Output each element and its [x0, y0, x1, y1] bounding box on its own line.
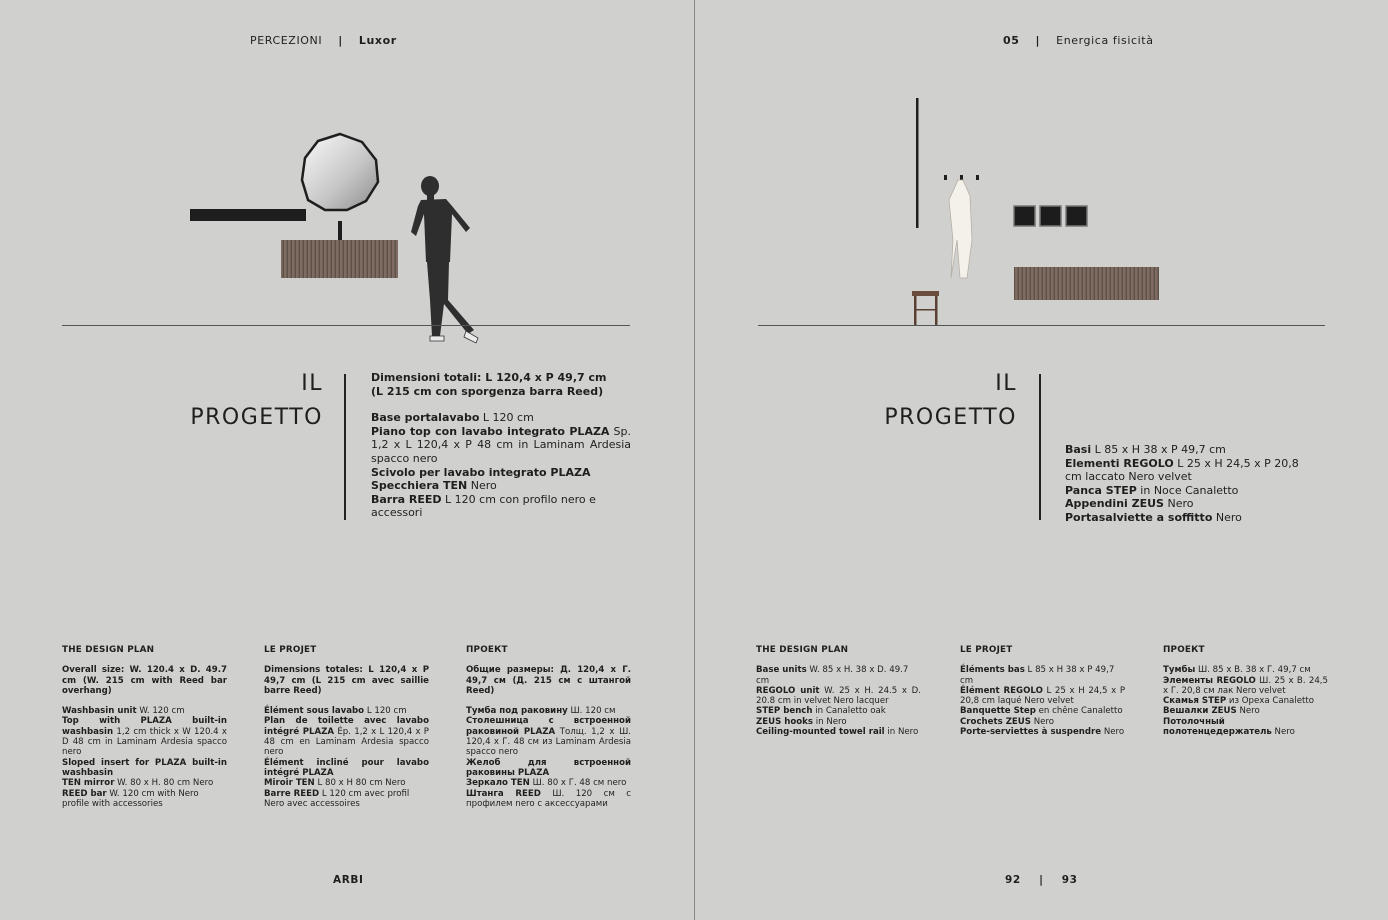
overall-note: (L 215 cm con sporgenza barra Reed): [371, 384, 604, 398]
page-numbers: [1005, 874, 1078, 886]
brand-footer: ARBI: [333, 874, 364, 886]
column-item: STEP bench in Canaletto oak: [756, 706, 886, 717]
column-heading: ПРОЕКТ: [1163, 645, 1205, 655]
left-col-ru: [466, 645, 631, 809]
regolo-unit: [1066, 206, 1087, 226]
column-item: ZEUS hooks in Nero: [756, 716, 847, 727]
title-line-2: PROGETTO: [884, 405, 1017, 430]
chapter-number: 05: [1003, 34, 1020, 47]
person-figure: [411, 176, 478, 343]
column-item: Éléments bas L 85 x H 38 x P 49,7 cm: [960, 665, 1115, 686]
spec-item: Elementi REGOLO L 25 x H 24,5 x P 20,8 cm laccato Nero velvet: [1065, 456, 1299, 484]
spec-item: Basi L 85 x H 38 x P 49,7 cm: [1065, 443, 1226, 456]
column-heading: ПРОЕКТ: [466, 645, 508, 655]
column-item: Barre REED L 120 cm avec profil Nero avec accessoires: [264, 788, 410, 809]
footer-separator: |: [1039, 874, 1044, 886]
left-col-fr: [264, 645, 429, 809]
column-item: Porte-serviettes à suspendre Nero: [960, 727, 1125, 738]
column-item: Sloped insert for PLAZA built-in washbasin: [62, 757, 227, 778]
column-item: Столешница с встроенной раковиной PLAZA Толщ. 1,2 x Ш. 120,4 x Г. 48 см из Laminam Ardesia spacco nero: [466, 716, 631, 758]
spec-item: Scivolo per lavabo integrato PLAZA: [371, 465, 591, 479]
left-title-divider: [344, 374, 346, 520]
column-item: Élément REGOLO L 25 x H 24,5 x P 20,8 cm laqué Nero velvet: [960, 685, 1126, 707]
spec-item: Specchiera TEN Nero: [371, 479, 497, 493]
spec-item: Piano top con lavabo integrato PLAZA Sp. 1,2 x L 120,4 x P 48 cm in Laminam Ardesia spacco nero: [371, 424, 631, 465]
column-heading: THE DESIGN PLAN: [62, 645, 155, 655]
regolo-unit: [1040, 206, 1061, 226]
towel-rail: [916, 98, 919, 228]
column-item: REED bar W. 120 cm with Nero profile with accessories: [62, 788, 199, 809]
column-heading: THE DESIGN PLAN: [756, 645, 849, 655]
chapter-name: Energica fisicità: [1056, 34, 1154, 47]
left-page-title: [150, 367, 323, 435]
bathrobe: [949, 180, 972, 278]
column-item: Скамья STEP из Ореха Canaletto: [1163, 696, 1314, 707]
page-number-left: 92: [1005, 874, 1021, 886]
section-name: PERCEZIONI: [250, 34, 323, 47]
column-item: Top with PLAZA built-in washbasin 1,2 cm thick x W 120.4 x D 48 cm in Laminam Ardesia spacco nero: [62, 716, 227, 758]
column-item: Штанга REED Ш. 120 см с профилем nero с аксессуарами: [466, 788, 632, 809]
column-overall: Dimensions totales: L 120,4 x P 49,7 cm (L 215 cm avec saillie barre Reed): [264, 665, 429, 696]
zeus-hook: [960, 175, 963, 180]
left-col-en: [62, 645, 227, 809]
spec-item: Portasalviette a soffitto Nero: [1065, 510, 1242, 524]
column-item: REGOLO unit W. 25 x H. 24.5 x D. 20.8 cm in velvet Nero lacquer: [756, 685, 921, 707]
column-item: Ceiling-mounted towel rail in Nero: [756, 727, 919, 738]
zeus-hook: [944, 175, 947, 180]
spec-item: Panca STEP in Noce Canaletto: [1065, 483, 1239, 497]
spec-item: Appendini ZEUS Nero: [1065, 497, 1194, 511]
column-item: Banquette Step en chêne Canaletto: [960, 706, 1123, 717]
column-item: Зеркало TEN Ш. 80 x Г. 48 см nero: [466, 778, 627, 789]
column-item: Crochets ZEUS Nero: [960, 716, 1055, 727]
spec-item: Base portalavabo L 120 cm: [371, 411, 534, 425]
column-item: Желоб для встроенной раковины PLAZA: [466, 757, 631, 778]
header-separator: |: [338, 34, 343, 47]
right-col-ru: [1163, 645, 1328, 737]
column-item: Base units W. 85 x H. 38 x D. 49.7 cm: [756, 665, 909, 686]
column-item: Потолочный полотенцедержатель Nero: [1163, 716, 1295, 738]
overall-size: Dimensioni totali: L 120,4 x P 49,7 cm: [371, 371, 607, 384]
spec-item: Barra REED L 120 cm con profilo nero e accessori: [371, 492, 596, 520]
left-specs: [371, 371, 631, 520]
product-name: Luxor: [358, 34, 397, 47]
step-bench: [912, 291, 939, 325]
right-col-fr: [960, 645, 1125, 737]
right-specs: [1065, 443, 1305, 525]
column-item: Miroir TEN L 80 x H 80 cm Nero: [264, 778, 406, 789]
ten-mirror: [302, 134, 378, 210]
right-page-title: [845, 367, 1017, 435]
right-col-en: [756, 645, 921, 737]
column-item: Тумбы Ш. 85 x В. 38 x Г. 49,7 см: [1163, 665, 1311, 676]
column-item: Plan de toilette avec lavabo intégré PLAZA Ép. 1,2 x L 120,4 x P 48 cm en Laminam Ardesia spacco nero: [264, 716, 429, 758]
zeus-hook: [976, 175, 979, 180]
column-item: TEN mirror W. 80 x H. 80 cm Nero: [62, 778, 214, 789]
washbasin-unit: [281, 240, 398, 278]
base-units: [1014, 267, 1159, 300]
right-page: [695, 0, 1388, 920]
header-separator: |: [1035, 34, 1041, 47]
right-floor-line: [758, 325, 1325, 326]
column-overall: Overall size: W. 120.4 x D. 49.7 cm (W. 215 cm with Reed bar overhang): [62, 665, 227, 696]
column-heading: LE PROJET: [960, 645, 1013, 655]
reed-bar: [190, 209, 306, 221]
column-overall: Общие размеры: Д. 120,4 x Г. 49,7 см (Д. 215 см с штангой Reed): [466, 665, 631, 696]
title-line-1: IL: [995, 371, 1017, 396]
column-item: Élément incliné pour lavabo intégré PLAZA: [264, 757, 429, 778]
column-item: Элементы REGOLO Ш. 25 x В. 24,5 x Г. 20,8 см лак Nero velvet: [1163, 675, 1328, 696]
column-item: Вешалки ZEUS Nero: [1163, 706, 1260, 717]
left-floor-line: [62, 325, 630, 326]
luxor-illustration: [0, 0, 694, 360]
title-line-1: IL: [301, 371, 323, 396]
right-title-divider: [1039, 374, 1041, 520]
column-item: Washbasin unit W. 120 cm: [62, 706, 185, 717]
column-item: Тумба под раковину Ш. 120 см: [466, 706, 616, 717]
column-item: Élément sous lavabo L 120 cm: [264, 706, 407, 717]
column-heading: LE PROJET: [264, 645, 317, 655]
tap: [338, 221, 342, 241]
energica-illustration: [695, 0, 1388, 360]
page-number-right: 93: [1061, 874, 1078, 886]
regolo-unit: [1014, 206, 1035, 226]
title-line-2: PROGETTO: [190, 405, 323, 430]
